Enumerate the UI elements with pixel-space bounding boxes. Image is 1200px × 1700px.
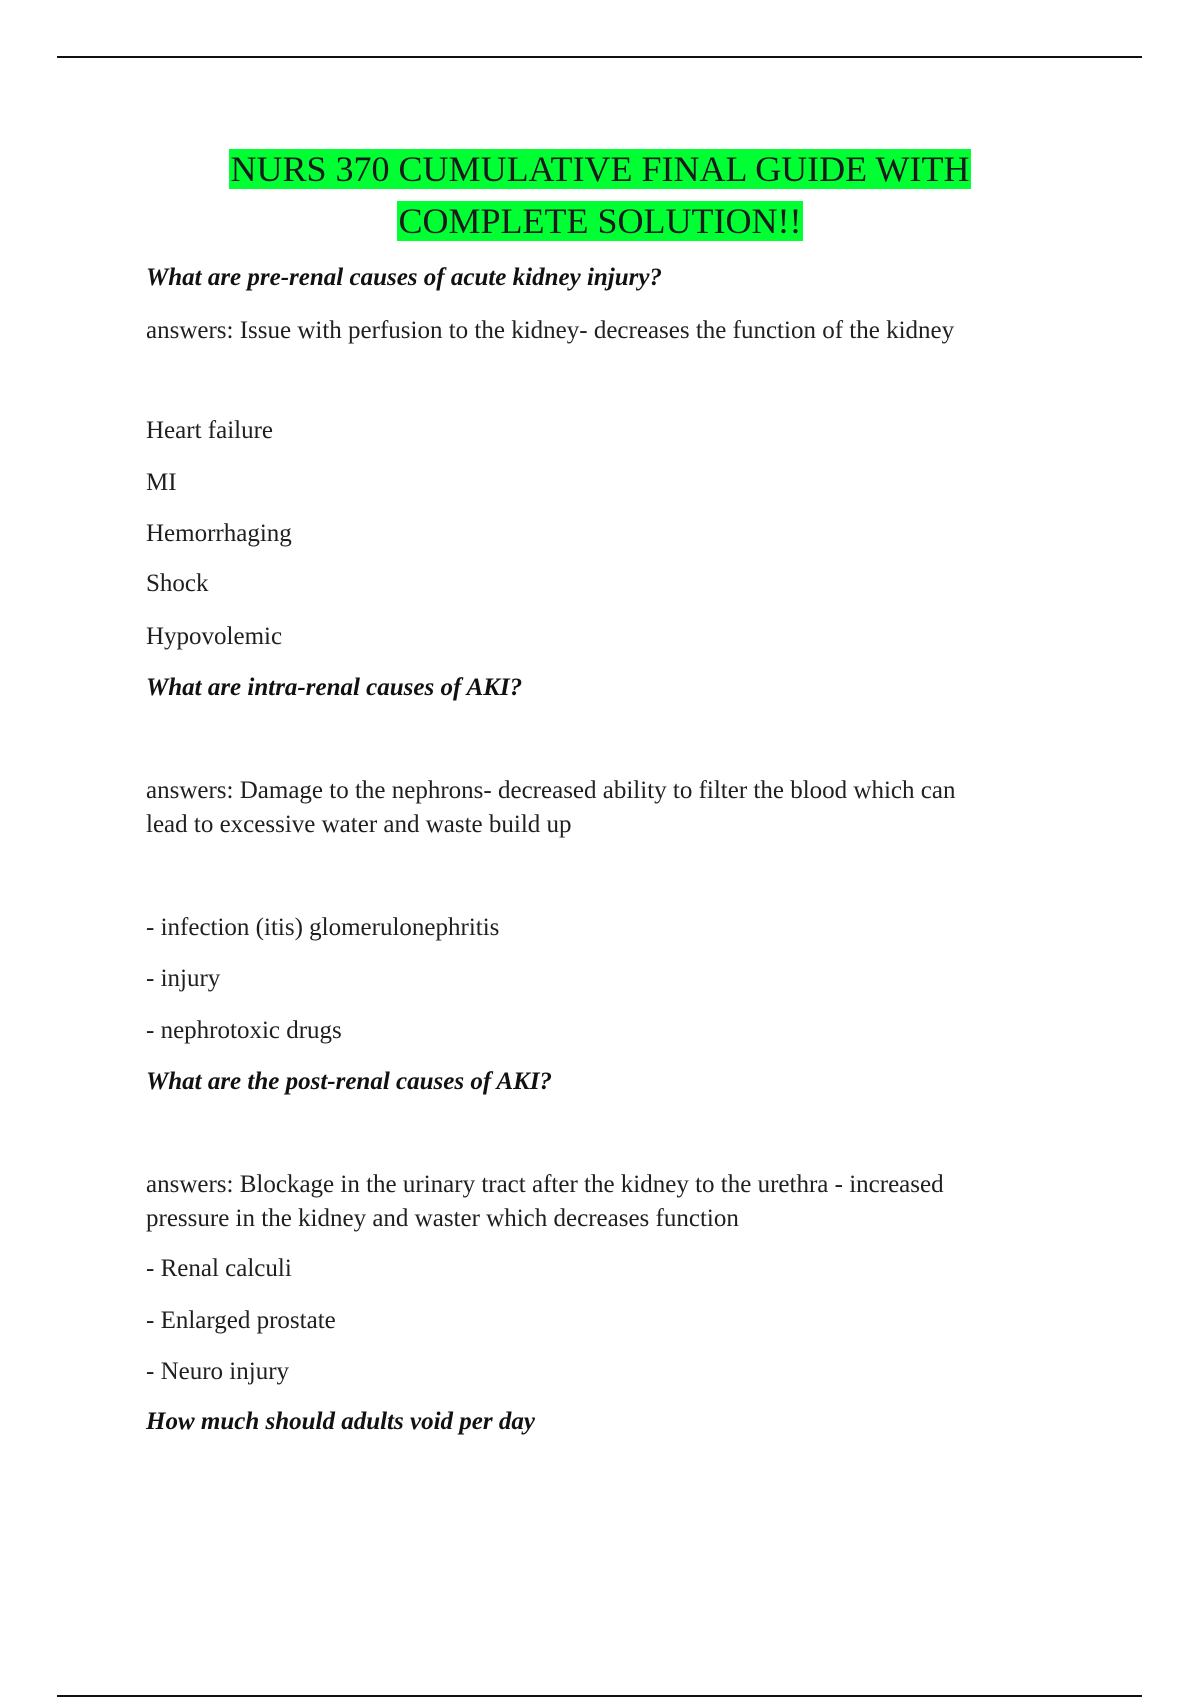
list-item: - nephrotoxic drugs xyxy=(146,1017,342,1044)
answer-intra-renal-line-1: answers: Damage to the nephrons- decreased ability to filter the blood which can xyxy=(146,777,956,804)
list-item: - infection (itis) glomerulonephritis xyxy=(146,914,500,941)
list-item: Hypovolemic xyxy=(146,623,283,650)
document-title-line-1 xyxy=(0,143,1200,195)
list-item: Shock xyxy=(146,570,209,597)
answer-pre-renal: answers: Issue with perfusion to the kidney- decreases the function of the kidney xyxy=(146,317,955,344)
list-item: - Renal calculi xyxy=(146,1255,292,1282)
title-highlight: COMPLETE SOLUTION!! xyxy=(398,201,802,241)
list-item: - Enlarged prostate xyxy=(146,1307,336,1334)
title-highlight: NURS 370 CUMULATIVE FINAL GUIDE WITH xyxy=(230,149,970,189)
question-pre-renal: What are pre-renal causes of acute kidney injury? xyxy=(146,264,662,291)
list-item: Hemorrhaging xyxy=(146,520,292,547)
list-item: - injury xyxy=(146,965,221,992)
question-void-per-day: How much should adults void per day xyxy=(146,1408,535,1435)
list-item: MI xyxy=(146,469,177,496)
document-title-line-2 xyxy=(0,195,1200,247)
footer-rule xyxy=(57,1695,1142,1697)
question-intra-renal: What are intra-renal causes of AKI? xyxy=(146,674,523,701)
answer-post-renal-line-2: pressure in the kidney and waster which decreases function xyxy=(146,1205,739,1232)
list-item: Heart failure xyxy=(146,417,274,444)
question-post-renal: What are the post-renal causes of AKI? xyxy=(146,1068,553,1095)
answer-post-renal-line-1: answers: Blockage in the urinary tract after the kidney to the urethra - increased xyxy=(146,1171,944,1198)
answer-intra-renal-line-2: lead to excessive water and waste build up xyxy=(146,811,572,838)
list-item: - Neuro injury xyxy=(146,1358,290,1385)
header-rule xyxy=(57,56,1142,58)
